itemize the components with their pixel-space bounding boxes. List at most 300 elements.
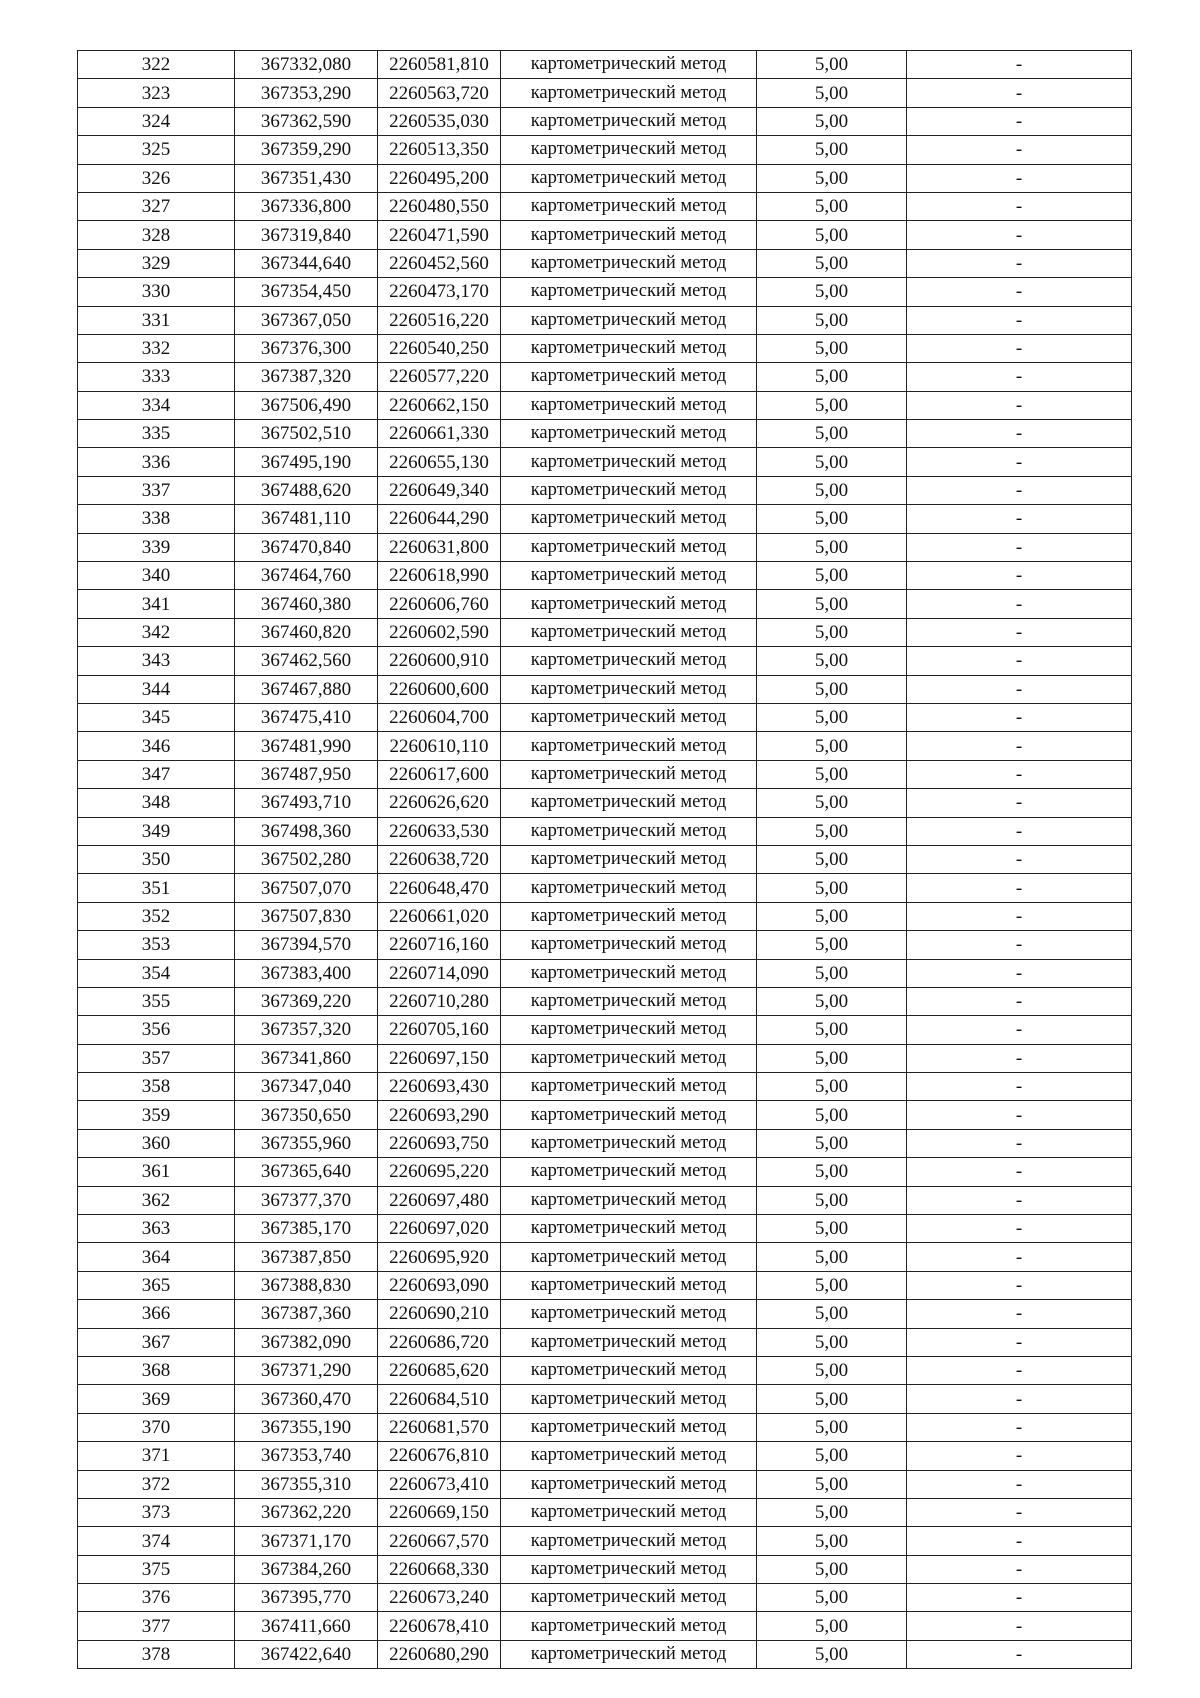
y-coordinate-cell: 2260681,570: [378, 1413, 501, 1441]
note-cell: -: [907, 760, 1132, 788]
accuracy-cell: 5,00: [757, 675, 907, 703]
y-coordinate-cell: 2260648,470: [378, 874, 501, 902]
note-cell: -: [907, 1612, 1132, 1640]
y-coordinate-cell: 2260577,220: [378, 363, 501, 391]
method-cell: картометрический метод: [501, 1016, 757, 1044]
y-coordinate-cell: 2260695,220: [378, 1158, 501, 1186]
note-cell: -: [907, 505, 1132, 533]
table-row: [78, 845, 1132, 873]
accuracy-cell: 5,00: [757, 334, 907, 362]
point-number-cell: 324: [78, 107, 235, 135]
method-cell: картометрический метод: [501, 562, 757, 590]
table-row: [78, 1186, 1132, 1214]
accuracy-cell: 5,00: [757, 732, 907, 760]
x-coordinate-cell: 367493,710: [235, 789, 378, 817]
table-row: [78, 164, 1132, 192]
y-coordinate-cell: 2260697,480: [378, 1186, 501, 1214]
table-row: [78, 789, 1132, 817]
note-cell: -: [907, 306, 1132, 334]
coordinates-table: [77, 50, 1132, 1669]
x-coordinate-cell: 367362,590: [235, 107, 378, 135]
x-coordinate-cell: 367369,220: [235, 987, 378, 1015]
x-coordinate-cell: 367355,310: [235, 1470, 378, 1498]
note-cell: -: [907, 959, 1132, 987]
note-cell: -: [907, 334, 1132, 362]
table-row: [78, 1073, 1132, 1101]
accuracy-cell: 5,00: [757, 249, 907, 277]
note-cell: -: [907, 1385, 1132, 1413]
accuracy-cell: 5,00: [757, 448, 907, 476]
accuracy-cell: 5,00: [757, 51, 907, 79]
method-cell: картометрический метод: [501, 675, 757, 703]
point-number-cell: 362: [78, 1186, 235, 1214]
point-number-cell: 322: [78, 51, 235, 79]
y-coordinate-cell: 2260633,530: [378, 817, 501, 845]
table-row: [78, 562, 1132, 590]
method-cell: картометрический метод: [501, 845, 757, 873]
x-coordinate-cell: 367377,370: [235, 1186, 378, 1214]
table-row: [78, 1356, 1132, 1384]
point-number-cell: 338: [78, 505, 235, 533]
x-coordinate-cell: 367506,490: [235, 391, 378, 419]
note-cell: -: [907, 1129, 1132, 1157]
x-coordinate-cell: 367360,470: [235, 1385, 378, 1413]
y-coordinate-cell: 2260693,090: [378, 1271, 501, 1299]
method-cell: картометрический метод: [501, 1300, 757, 1328]
method-cell: картометрический метод: [501, 1328, 757, 1356]
y-coordinate-cell: 2260604,700: [378, 703, 501, 731]
accuracy-cell: 5,00: [757, 1555, 907, 1583]
y-coordinate-cell: 2260716,160: [378, 931, 501, 959]
note-cell: -: [907, 448, 1132, 476]
accuracy-cell: 5,00: [757, 1073, 907, 1101]
x-coordinate-cell: 367350,650: [235, 1101, 378, 1129]
note-cell: -: [907, 1215, 1132, 1243]
x-coordinate-cell: 367332,080: [235, 51, 378, 79]
point-number-cell: 335: [78, 420, 235, 448]
accuracy-cell: 5,00: [757, 874, 907, 902]
y-coordinate-cell: 2260661,020: [378, 902, 501, 930]
y-coordinate-cell: 2260480,550: [378, 192, 501, 220]
method-cell: картометрический метод: [501, 1158, 757, 1186]
method-cell: картометрический метод: [501, 1385, 757, 1413]
y-coordinate-cell: 2260495,200: [378, 164, 501, 192]
y-coordinate-cell: 2260693,290: [378, 1101, 501, 1129]
y-coordinate-cell: 2260473,170: [378, 278, 501, 306]
point-number-cell: 339: [78, 533, 235, 561]
x-coordinate-cell: 367387,320: [235, 363, 378, 391]
note-cell: -: [907, 1555, 1132, 1583]
accuracy-cell: 5,00: [757, 1016, 907, 1044]
accuracy-cell: 5,00: [757, 306, 907, 334]
note-cell: -: [907, 1186, 1132, 1214]
method-cell: картометрический метод: [501, 1612, 757, 1640]
note-cell: -: [907, 136, 1132, 164]
accuracy-cell: 5,00: [757, 902, 907, 930]
x-coordinate-cell: 367353,740: [235, 1442, 378, 1470]
table-row: [78, 959, 1132, 987]
point-number-cell: 332: [78, 334, 235, 362]
table-row: [78, 1158, 1132, 1186]
note-cell: -: [907, 902, 1132, 930]
method-cell: картометрический метод: [501, 959, 757, 987]
x-coordinate-cell: 367411,660: [235, 1612, 378, 1640]
method-cell: картометрический метод: [501, 1640, 757, 1668]
point-number-cell: 344: [78, 675, 235, 703]
point-number-cell: 361: [78, 1158, 235, 1186]
accuracy-cell: 5,00: [757, 1640, 907, 1668]
point-number-cell: 376: [78, 1584, 235, 1612]
point-number-cell: 343: [78, 647, 235, 675]
point-number-cell: 370: [78, 1413, 235, 1441]
accuracy-cell: 5,00: [757, 590, 907, 618]
table-row: [78, 675, 1132, 703]
accuracy-cell: 5,00: [757, 1442, 907, 1470]
y-coordinate-cell: 2260697,020: [378, 1215, 501, 1243]
y-coordinate-cell: 2260600,910: [378, 647, 501, 675]
accuracy-cell: 5,00: [757, 1527, 907, 1555]
point-number-cell: 353: [78, 931, 235, 959]
point-number-cell: 341: [78, 590, 235, 618]
point-number-cell: 372: [78, 1470, 235, 1498]
point-number-cell: 375: [78, 1555, 235, 1583]
table-row: [78, 1300, 1132, 1328]
note-cell: -: [907, 675, 1132, 703]
y-coordinate-cell: 2260697,150: [378, 1044, 501, 1072]
accuracy-cell: 5,00: [757, 1300, 907, 1328]
accuracy-cell: 5,00: [757, 1215, 907, 1243]
note-cell: -: [907, 1044, 1132, 1072]
note-cell: -: [907, 164, 1132, 192]
method-cell: картометрический метод: [501, 1527, 757, 1555]
point-number-cell: 349: [78, 817, 235, 845]
accuracy-cell: 5,00: [757, 1129, 907, 1157]
y-coordinate-cell: 2260668,330: [378, 1555, 501, 1583]
method-cell: картометрический метод: [501, 789, 757, 817]
point-number-cell: 328: [78, 221, 235, 249]
note-cell: -: [907, 618, 1132, 646]
accuracy-cell: 5,00: [757, 1612, 907, 1640]
y-coordinate-cell: 2260673,240: [378, 1584, 501, 1612]
table-row: [78, 732, 1132, 760]
y-coordinate-cell: 2260655,130: [378, 448, 501, 476]
method-cell: картометрический метод: [501, 1470, 757, 1498]
accuracy-cell: 5,00: [757, 164, 907, 192]
note-cell: -: [907, 1300, 1132, 1328]
point-number-cell: 326: [78, 164, 235, 192]
x-coordinate-cell: 367462,560: [235, 647, 378, 675]
y-coordinate-cell: 2260669,150: [378, 1498, 501, 1526]
y-coordinate-cell: 2260452,560: [378, 249, 501, 277]
x-coordinate-cell: 367495,190: [235, 448, 378, 476]
x-coordinate-cell: 367367,050: [235, 306, 378, 334]
note-cell: -: [907, 590, 1132, 618]
x-coordinate-cell: 367355,190: [235, 1413, 378, 1441]
table-row: [78, 1498, 1132, 1526]
table-row: [78, 931, 1132, 959]
x-coordinate-cell: 367387,850: [235, 1243, 378, 1271]
method-cell: картометрический метод: [501, 1243, 757, 1271]
method-cell: картометрический метод: [501, 817, 757, 845]
y-coordinate-cell: 2260680,290: [378, 1640, 501, 1668]
y-coordinate-cell: 2260563,720: [378, 79, 501, 107]
method-cell: картометрический метод: [501, 1413, 757, 1441]
accuracy-cell: 5,00: [757, 1328, 907, 1356]
table-row: [78, 817, 1132, 845]
x-coordinate-cell: 367467,880: [235, 675, 378, 703]
note-cell: -: [907, 1243, 1132, 1271]
note-cell: -: [907, 192, 1132, 220]
note-cell: -: [907, 1356, 1132, 1384]
point-number-cell: 365: [78, 1271, 235, 1299]
table-row: [78, 703, 1132, 731]
method-cell: картометрический метод: [501, 107, 757, 135]
method-cell: картометрический метод: [501, 1073, 757, 1101]
y-coordinate-cell: 2260535,030: [378, 107, 501, 135]
y-coordinate-cell: 2260661,330: [378, 420, 501, 448]
method-cell: картометрический метод: [501, 760, 757, 788]
x-coordinate-cell: 367319,840: [235, 221, 378, 249]
note-cell: -: [907, 1271, 1132, 1299]
accuracy-cell: 5,00: [757, 1158, 907, 1186]
accuracy-cell: 5,00: [757, 931, 907, 959]
point-number-cell: 355: [78, 987, 235, 1015]
table-row: [78, 1612, 1132, 1640]
method-cell: картометрический метод: [501, 703, 757, 731]
method-cell: картометрический метод: [501, 505, 757, 533]
accuracy-cell: 5,00: [757, 987, 907, 1015]
accuracy-cell: 5,00: [757, 221, 907, 249]
table-row: [78, 902, 1132, 930]
method-cell: картометрический метод: [501, 533, 757, 561]
table-row: [78, 1442, 1132, 1470]
method-cell: картометрический метод: [501, 987, 757, 1015]
table-row: [78, 533, 1132, 561]
x-coordinate-cell: 367464,760: [235, 562, 378, 590]
point-number-cell: 336: [78, 448, 235, 476]
point-number-cell: 363: [78, 1215, 235, 1243]
point-number-cell: 369: [78, 1385, 235, 1413]
table-row: [78, 391, 1132, 419]
x-coordinate-cell: 367470,840: [235, 533, 378, 561]
note-cell: -: [907, 1498, 1132, 1526]
note-cell: -: [907, 732, 1132, 760]
point-number-cell: 364: [78, 1243, 235, 1271]
accuracy-cell: 5,00: [757, 1044, 907, 1072]
point-number-cell: 345: [78, 703, 235, 731]
method-cell: картометрический метод: [501, 136, 757, 164]
point-number-cell: 367: [78, 1328, 235, 1356]
x-coordinate-cell: 367481,110: [235, 505, 378, 533]
note-cell: -: [907, 476, 1132, 504]
x-coordinate-cell: 367422,640: [235, 1640, 378, 1668]
table-row: [78, 448, 1132, 476]
note-cell: -: [907, 874, 1132, 902]
method-cell: картометрический метод: [501, 249, 757, 277]
note-cell: -: [907, 1016, 1132, 1044]
x-coordinate-cell: 367394,570: [235, 931, 378, 959]
point-number-cell: 350: [78, 845, 235, 873]
point-number-cell: 354: [78, 959, 235, 987]
table-row: [78, 760, 1132, 788]
x-coordinate-cell: 367344,640: [235, 249, 378, 277]
method-cell: картометрический метод: [501, 1555, 757, 1583]
table-row: [78, 136, 1132, 164]
accuracy-cell: 5,00: [757, 817, 907, 845]
x-coordinate-cell: 367475,410: [235, 703, 378, 731]
y-coordinate-cell: 2260649,340: [378, 476, 501, 504]
method-cell: картометрический метод: [501, 79, 757, 107]
method-cell: картометрический метод: [501, 1356, 757, 1384]
accuracy-cell: 5,00: [757, 1413, 907, 1441]
y-coordinate-cell: 2260626,620: [378, 789, 501, 817]
note-cell: -: [907, 1640, 1132, 1668]
note-cell: -: [907, 79, 1132, 107]
y-coordinate-cell: 2260513,350: [378, 136, 501, 164]
accuracy-cell: 5,00: [757, 959, 907, 987]
table-row: [78, 221, 1132, 249]
y-coordinate-cell: 2260676,810: [378, 1442, 501, 1470]
accuracy-cell: 5,00: [757, 136, 907, 164]
x-coordinate-cell: 367365,640: [235, 1158, 378, 1186]
accuracy-cell: 5,00: [757, 363, 907, 391]
method-cell: картометрический метод: [501, 1129, 757, 1157]
x-coordinate-cell: 367498,360: [235, 817, 378, 845]
y-coordinate-cell: 2260581,810: [378, 51, 501, 79]
x-coordinate-cell: 367387,360: [235, 1300, 378, 1328]
accuracy-cell: 5,00: [757, 1584, 907, 1612]
y-coordinate-cell: 2260695,920: [378, 1243, 501, 1271]
note-cell: -: [907, 420, 1132, 448]
note-cell: -: [907, 647, 1132, 675]
method-cell: картометрический метод: [501, 420, 757, 448]
x-coordinate-cell: 367371,290: [235, 1356, 378, 1384]
point-number-cell: 374: [78, 1527, 235, 1555]
accuracy-cell: 5,00: [757, 562, 907, 590]
accuracy-cell: 5,00: [757, 420, 907, 448]
x-coordinate-cell: 367347,040: [235, 1073, 378, 1101]
note-cell: -: [907, 1101, 1132, 1129]
point-number-cell: 377: [78, 1612, 235, 1640]
method-cell: картометрический метод: [501, 278, 757, 306]
point-number-cell: 356: [78, 1016, 235, 1044]
accuracy-cell: 5,00: [757, 476, 907, 504]
table-row: [78, 1044, 1132, 1072]
table-row: [78, 618, 1132, 646]
x-coordinate-cell: 367385,170: [235, 1215, 378, 1243]
y-coordinate-cell: 2260705,160: [378, 1016, 501, 1044]
point-number-cell: 330: [78, 278, 235, 306]
point-number-cell: 373: [78, 1498, 235, 1526]
table-row: [78, 1129, 1132, 1157]
x-coordinate-cell: 367382,090: [235, 1328, 378, 1356]
accuracy-cell: 5,00: [757, 1271, 907, 1299]
x-coordinate-cell: 367460,820: [235, 618, 378, 646]
point-number-cell: 359: [78, 1101, 235, 1129]
note-cell: -: [907, 533, 1132, 561]
note-cell: -: [907, 1527, 1132, 1555]
method-cell: картометрический метод: [501, 1442, 757, 1470]
y-coordinate-cell: 2260618,990: [378, 562, 501, 590]
x-coordinate-cell: 367507,070: [235, 874, 378, 902]
point-number-cell: 342: [78, 618, 235, 646]
method-cell: картометрический метод: [501, 590, 757, 618]
x-coordinate-cell: 367507,830: [235, 902, 378, 930]
method-cell: картометрический метод: [501, 164, 757, 192]
note-cell: -: [907, 107, 1132, 135]
point-number-cell: 346: [78, 732, 235, 760]
point-number-cell: 331: [78, 306, 235, 334]
accuracy-cell: 5,00: [757, 760, 907, 788]
method-cell: картометрический метод: [501, 363, 757, 391]
table-row: [78, 505, 1132, 533]
x-coordinate-cell: 367502,280: [235, 845, 378, 873]
note-cell: -: [907, 221, 1132, 249]
table-row: [78, 1413, 1132, 1441]
table-row: [78, 278, 1132, 306]
accuracy-cell: 5,00: [757, 647, 907, 675]
y-coordinate-cell: 2260602,590: [378, 618, 501, 646]
table-row: [78, 79, 1132, 107]
y-coordinate-cell: 2260693,430: [378, 1073, 501, 1101]
x-coordinate-cell: 367354,450: [235, 278, 378, 306]
accuracy-cell: 5,00: [757, 1470, 907, 1498]
x-coordinate-cell: 367353,290: [235, 79, 378, 107]
table-row: [78, 1470, 1132, 1498]
accuracy-cell: 5,00: [757, 192, 907, 220]
y-coordinate-cell: 2260638,720: [378, 845, 501, 873]
x-coordinate-cell: 367384,260: [235, 1555, 378, 1583]
note-cell: -: [907, 845, 1132, 873]
point-number-cell: 352: [78, 902, 235, 930]
note-cell: -: [907, 703, 1132, 731]
y-coordinate-cell: 2260684,510: [378, 1385, 501, 1413]
x-coordinate-cell: 367351,430: [235, 164, 378, 192]
table-row: [78, 1584, 1132, 1612]
x-coordinate-cell: 367357,320: [235, 1016, 378, 1044]
y-coordinate-cell: 2260714,090: [378, 959, 501, 987]
note-cell: -: [907, 987, 1132, 1015]
point-number-cell: 358: [78, 1073, 235, 1101]
y-coordinate-cell: 2260686,720: [378, 1328, 501, 1356]
table-row: [78, 1243, 1132, 1271]
accuracy-cell: 5,00: [757, 1101, 907, 1129]
point-number-cell: 327: [78, 192, 235, 220]
y-coordinate-cell: 2260516,220: [378, 306, 501, 334]
table-row: [78, 306, 1132, 334]
x-coordinate-cell: 367481,990: [235, 732, 378, 760]
method-cell: картометрический метод: [501, 732, 757, 760]
table-row: [78, 647, 1132, 675]
table-row: [78, 1555, 1132, 1583]
point-number-cell: 323: [78, 79, 235, 107]
method-cell: картометрический метод: [501, 902, 757, 930]
accuracy-cell: 5,00: [757, 391, 907, 419]
accuracy-cell: 5,00: [757, 505, 907, 533]
y-coordinate-cell: 2260471,590: [378, 221, 501, 249]
x-coordinate-cell: 367488,620: [235, 476, 378, 504]
method-cell: картометрический метод: [501, 221, 757, 249]
y-coordinate-cell: 2260540,250: [378, 334, 501, 362]
note-cell: -: [907, 278, 1132, 306]
table-row: [78, 1640, 1132, 1668]
accuracy-cell: 5,00: [757, 278, 907, 306]
accuracy-cell: 5,00: [757, 1385, 907, 1413]
method-cell: картометрический метод: [501, 1186, 757, 1214]
method-cell: картометрический метод: [501, 192, 757, 220]
method-cell: картометрический метод: [501, 306, 757, 334]
accuracy-cell: 5,00: [757, 789, 907, 817]
